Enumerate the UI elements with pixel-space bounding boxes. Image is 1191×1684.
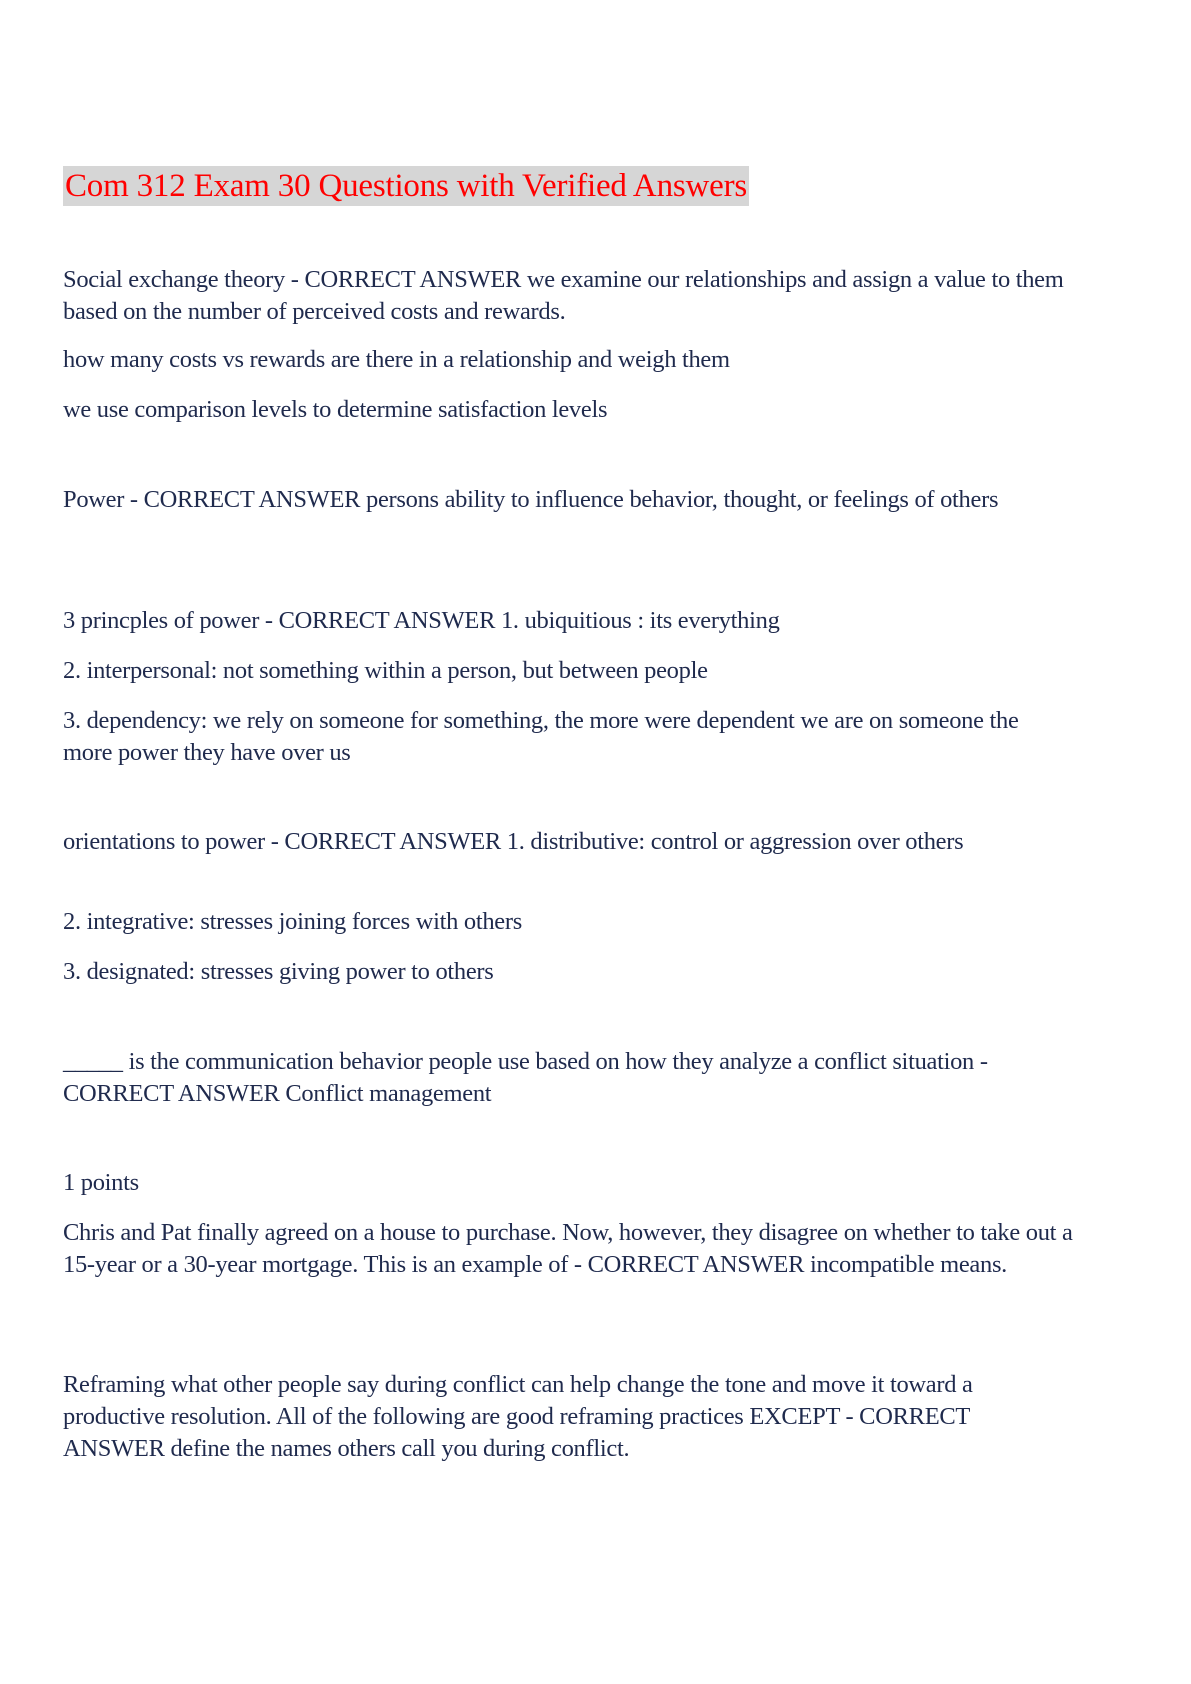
paragraph-costs-vs-rewards: how many costs vs rewards are there in a relationship and weigh them: [63, 346, 730, 373]
paragraph-orientations-to-power: orientations to power - CORRECT ANSWER 1. distributive: control or aggression over others: [63, 828, 964, 855]
paragraph-dependency: 3. dependency: we rely on someone for something, the more were dependent we are on someone the more power they have over us: [63, 707, 1019, 766]
paragraph-points: 1 points: [63, 1169, 139, 1196]
paragraph-social-exchange-theory: Social exchange theory - CORRECT ANSWER we examine our relationships and assign a value to them based on the number of perceived costs and rewards.: [63, 266, 1064, 325]
paragraph-interpersonal: 2. interpersonal: not something within a person, but between people: [63, 657, 708, 684]
paragraph-reframing-question: Reframing what other people say during conflict can help change the tone and move it toward a productive resolution. All of the following are good reframing practices EXCEPT - CORRECT ANSWER define the names others call you during conflict.: [63, 1371, 973, 1462]
document-title: Com 312 Exam 30 Questions with Verified Answers: [65, 168, 748, 204]
paragraph-conflict-management: _____ is the communication behavior people use based on how they analyze a conflict situation - CORRECT ANSWER Conflict management: [63, 1048, 988, 1107]
paragraph-designated: 3. designated: stresses giving power to others: [63, 958, 494, 985]
paragraph-integrative: 2. integrative: stresses joining forces with others: [63, 908, 522, 935]
paragraph-power: Power - CORRECT ANSWER persons ability to influence behavior, thought, or feelings of others: [63, 486, 999, 513]
paragraph-principles-of-power: 3 princples of power - CORRECT ANSWER 1. ubiquitious : its everything: [63, 607, 780, 634]
paragraph-comparison-levels: we use comparison levels to determine satisfaction levels: [63, 396, 608, 423]
paragraph-mortgage-question: Chris and Pat finally agreed on a house to purchase. Now, however, they disagree on whether to take out a 15-year or a 30-year mortgage. This is an example of - CORRECT ANSWER incompatible means.: [63, 1219, 1073, 1278]
